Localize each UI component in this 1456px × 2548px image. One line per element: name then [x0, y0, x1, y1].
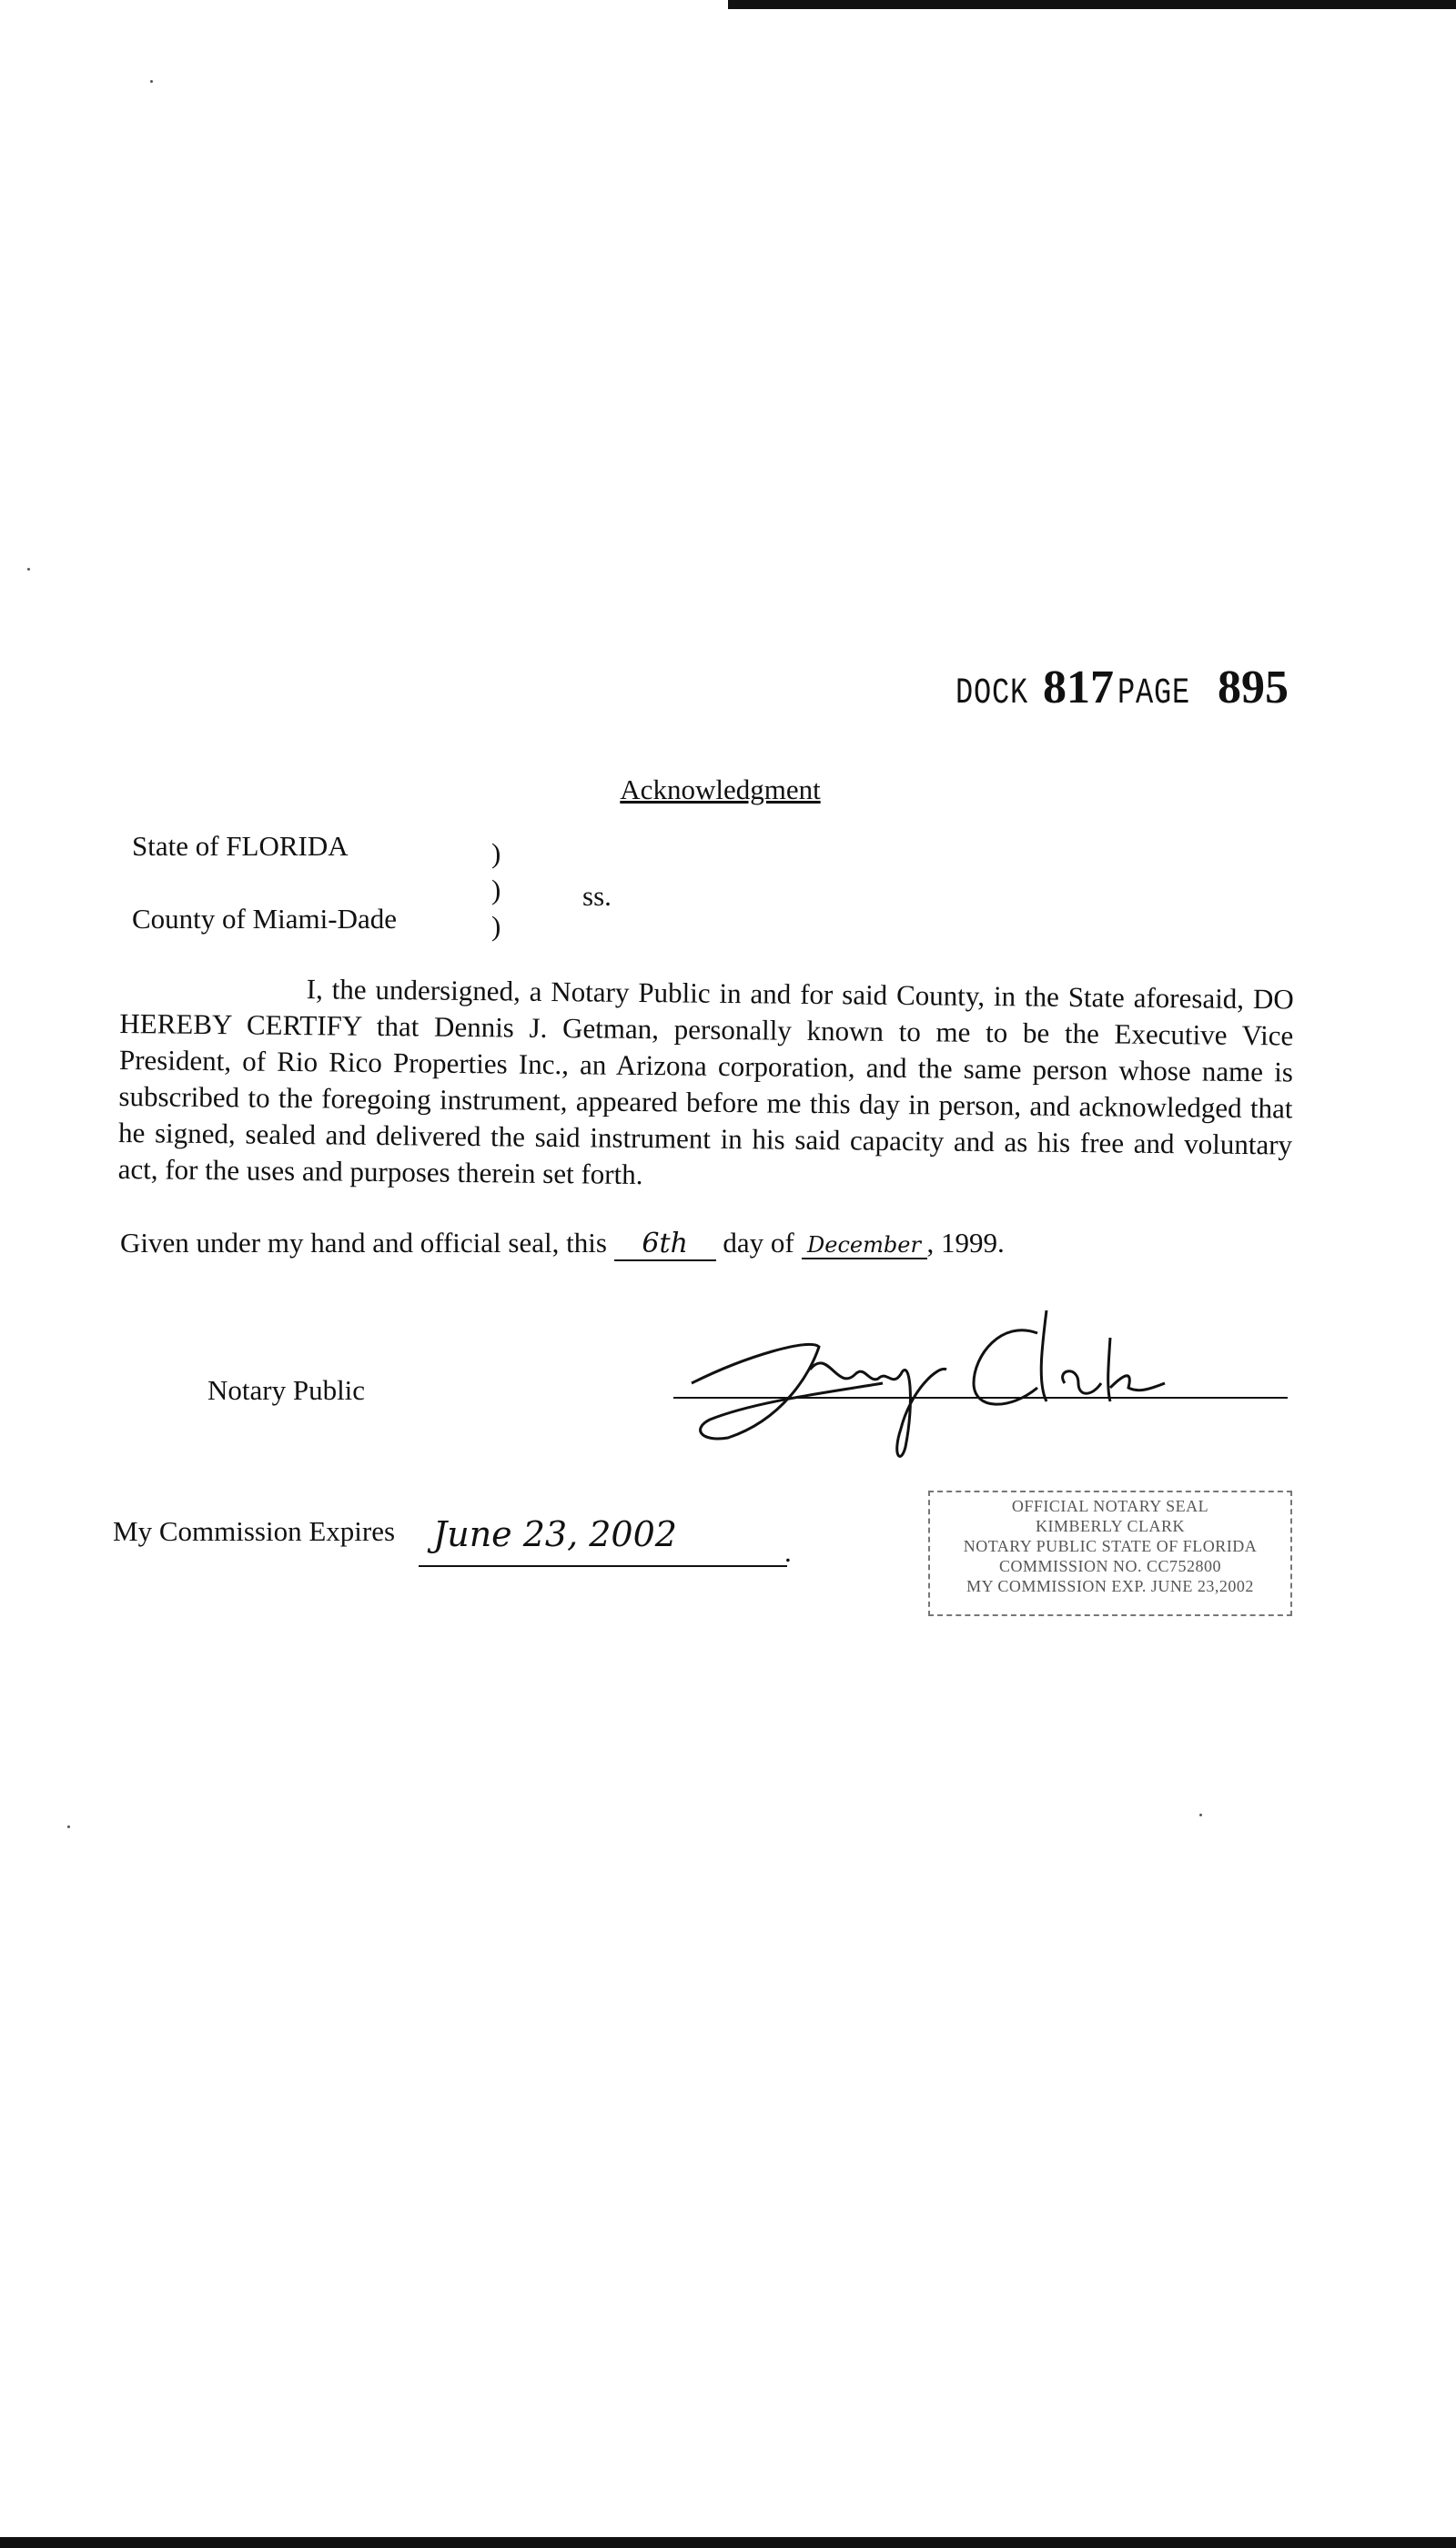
scan-speck — [150, 80, 153, 83]
scan-speck — [1199, 1814, 1202, 1816]
stamp-line: OFFICIAL NOTARY SEAL — [1011, 1497, 1209, 1515]
venue-county: County of Miami-Dade — [132, 903, 398, 935]
commission-label: My Commission Expires — [113, 1515, 396, 1547]
given-prefix: Given under my hand and official seal, this — [120, 1227, 607, 1259]
given-month: December — [802, 1232, 927, 1259]
venue-ss: ss. — [582, 880, 612, 912]
stamp-line: COMMISSION NO. CC752800 — [998, 1557, 1222, 1575]
venue-bracket: ) — [491, 874, 501, 905]
book-label: DOCK — [956, 673, 1029, 714]
given-clause — [120, 1227, 1005, 1261]
stamp-line: NOTARY PUBLIC STATE OF FLORIDA — [963, 1537, 1258, 1555]
scan-edge-top — [728, 0, 1456, 9]
recording-reference — [956, 661, 1289, 714]
commission-expiry — [113, 1515, 395, 1548]
venue-bracket: ) — [491, 910, 501, 942]
venue-bracket: ) — [491, 837, 501, 869]
certification-paragraph — [117, 969, 1293, 1199]
page-number: 895 — [1218, 662, 1289, 713]
scan-edge-bottom — [0, 2537, 1456, 2548]
given-suffix: , 1999. — [926, 1227, 1005, 1259]
commission-date: June 23, 2002 — [433, 1514, 677, 1554]
given-middle: day of — [723, 1227, 794, 1259]
venue-state: State of FLORIDA — [132, 830, 349, 862]
book-number: 817 — [1043, 662, 1115, 713]
scan-speck — [27, 568, 30, 571]
commission-date-line — [419, 1565, 787, 1567]
notary-signature — [673, 1283, 1219, 1465]
stamp-line: KIMBERLY CLARK — [1035, 1517, 1186, 1535]
notary-public-label: Notary Public — [207, 1374, 366, 1406]
certification-text: I, the undersigned, a Notary Public in and for said County, in the State aforesaid, DO HEREBY CERTIFY that Dennis J. Getman, personally known to me to be the Executive Vice President, of Rio Rico Properties Inc., an Arizona corporation, and the same person whose name is subscribed to the foregoing instrument, appeared before me this day in person, and acknowledged that he signed, sealed and delivered the said instrument in his said capacity and as his free and voluntary act, for the uses and purposes therein set forth. — [117, 973, 1294, 1191]
stamp-line: MY COMMISSION EXP. JUNE 23,2002 — [966, 1577, 1254, 1595]
scan-speck — [67, 1825, 70, 1828]
given-day: 6th — [614, 1228, 716, 1261]
page-label: PAGE — [1117, 673, 1191, 714]
document-title: Acknowledgment — [620, 774, 821, 805]
commission-period: . — [784, 1536, 792, 1568]
notary-seal-stamp — [928, 1491, 1292, 1616]
